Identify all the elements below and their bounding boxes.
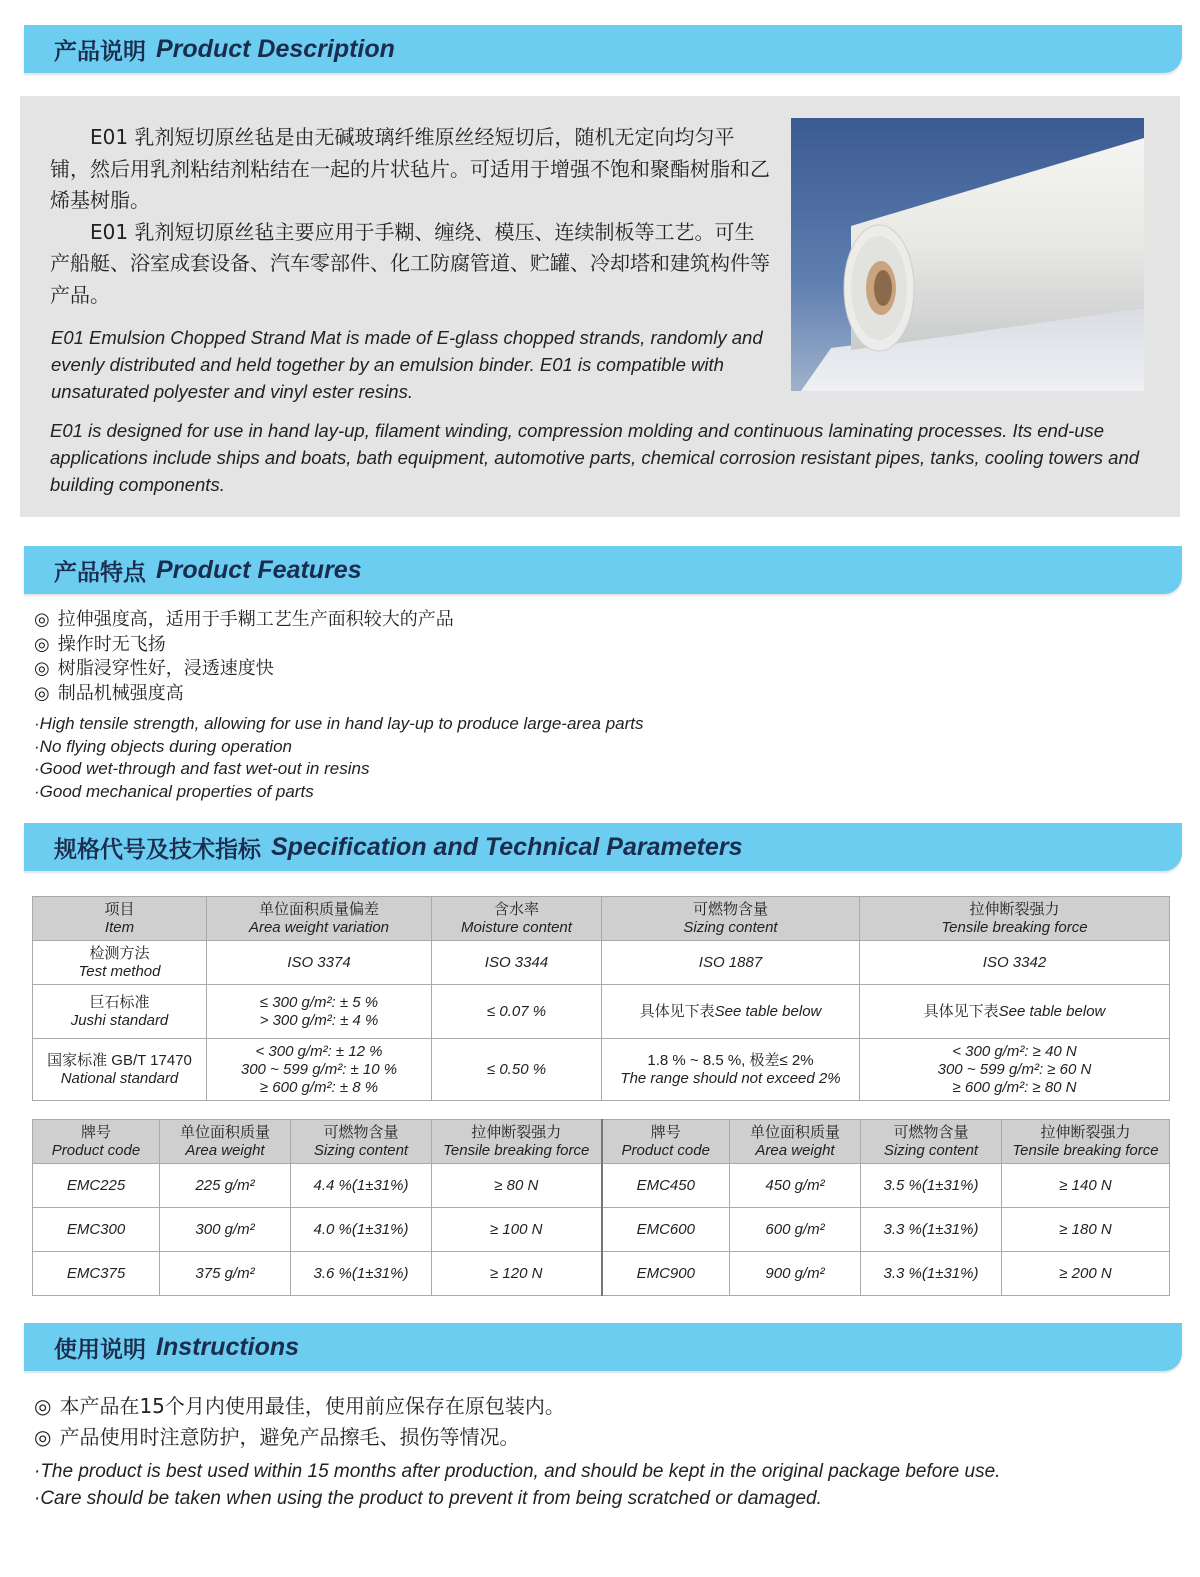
column-header: 单位面积质量偏差 Area weight variation (207, 897, 432, 941)
column-header: 单位面积质量 Area weight (730, 1120, 861, 1164)
section-header-description (24, 25, 1182, 73)
column-header: 拉伸断裂强力 Tensile breaking force (1002, 1120, 1170, 1164)
table-cell: ≥ 200 N (1002, 1252, 1170, 1296)
table-cell: ISO 3344 (432, 941, 602, 985)
description-zh-paragraph-2: E01 乳剂短切原丝毡主要应用于手糊、缠绕、模压、连续制板等工艺。可生产船艇、浴室成套设备、汽车零部件、化工防腐管道、贮罐、冷却塔和建筑构件等产品。 (50, 219, 770, 307)
section-title-zh: 产品特点 (54, 559, 146, 586)
section-title-en: Product Features (156, 555, 362, 584)
column-header: 可燃物含量 Sizing content (291, 1120, 432, 1164)
table-cell: 具体见下表See table below (860, 985, 1170, 1039)
table-cell: EMC375 (33, 1252, 160, 1296)
bullet-icon: ◎ (34, 683, 50, 705)
table-row (33, 985, 1170, 1039)
bullet-icon: ◎ (34, 658, 50, 680)
column-header: 拉伸断裂强力 Tensile breaking force (432, 1120, 602, 1164)
table-header-row (33, 1120, 1170, 1164)
table-cell: 450 g/m² (730, 1164, 861, 1208)
spec-table (32, 896, 1170, 1101)
features-zh-list (34, 608, 454, 707)
section-header-spec (24, 823, 1182, 871)
list-item (34, 682, 454, 707)
table-cell: 3.3 %(1±31%) (861, 1252, 1002, 1296)
product-roll-image (791, 118, 1144, 391)
table-cell: 600 g/m² (730, 1208, 861, 1252)
column-header: 可燃物含量 Sizing content (602, 897, 860, 941)
table-cell: < 300 g/m²: ≥ 40 N 300 ~ 599 g/m²: ≥ 60 N ≥ 600 g/m²: ≥ 80 N (860, 1039, 1170, 1101)
table-cell: < 300 g/m²: ± 12 % 300 ~ 599 g/m²: ± 10 % ≥ 600 g/m²: ± 8 % (207, 1039, 432, 1101)
features-en-list (34, 713, 644, 803)
table-cell: ISO 3342 (860, 941, 1170, 985)
row-label: 国家标准 GB/T 17470 National standard (33, 1039, 207, 1101)
table-row (33, 1252, 1170, 1296)
column-header: 可燃物含量 Sizing content (861, 1120, 1002, 1164)
instructions-zh-list (34, 1391, 565, 1453)
table-cell: EMC225 (33, 1164, 160, 1208)
table-header-row (33, 897, 1170, 941)
section-title-en: Instructions (156, 1332, 300, 1361)
feature-text: 操作时无飞扬 (57, 633, 166, 655)
table-cell: ≥ 80 N (432, 1164, 602, 1208)
section-title-zh: 使用说明 (54, 1336, 146, 1363)
bullet-icon: ◎ (34, 1394, 52, 1418)
table-cell: 300 g/m² (160, 1208, 291, 1252)
description-en-paragraph-1: E01 Emulsion Chopped Strand Mat is made of E-glass chopped strands, randomly and evenly distributed and held together by an emulsion binder. E01 is compatible with unsaturated polyester and vinyl ester resins. (51, 327, 763, 402)
list-item: ·No flying objects during operation (34, 736, 292, 756)
bullet-icon: ◎ (34, 609, 50, 630)
table-cell: EMC600 (602, 1208, 730, 1252)
column-header: 含水率 Moisture content (432, 897, 602, 941)
list-item: ·Good wet-through and fast wet-out in resins (34, 759, 370, 778)
feature-text: 树脂浸穿性好，浸透速度快 (57, 658, 274, 680)
instruction-text: 产品使用时注意防护，避免产品擦毛、损伤等情况。 (59, 1425, 520, 1449)
list-item (34, 1422, 565, 1453)
section-header-features (24, 546, 1182, 594)
table-cell: ≥ 120 N (432, 1252, 602, 1296)
table-cell: 4.4 %(1±31%) (291, 1164, 432, 1208)
table-cell: ISO 1887 (602, 941, 860, 985)
list-item: ·The product is best used within 15 months after production, and should be kept in the original package before use. (34, 1461, 1001, 1482)
list-item (34, 608, 454, 633)
table-cell: ≤ 0.07 % (432, 985, 602, 1039)
product-table (32, 1119, 1170, 1296)
table-cell: EMC300 (33, 1208, 160, 1252)
table-row (33, 1039, 1170, 1101)
list-item (34, 633, 454, 658)
section-title-zh: 产品说明 (54, 38, 146, 65)
table-cell: 4.0 %(1±31%) (291, 1208, 432, 1252)
row-label: 巨石标准 Jushi standard (33, 985, 207, 1039)
section-header-instructions (24, 1323, 1182, 1371)
table-cell: ≤ 0.50 % (432, 1039, 602, 1101)
column-header: 牌号 Product code (602, 1120, 730, 1164)
list-item: ·Care should be taken when using the product to prevent it from being scratched or damaged. (34, 1487, 822, 1509)
table-row (33, 1208, 1170, 1252)
table-cell: 3.6 %(1±31%) (291, 1252, 432, 1296)
table-row (33, 941, 1170, 985)
table-cell: 3.3 %(1±31%) (861, 1208, 1002, 1252)
table-cell: 225 g/m² (160, 1164, 291, 1208)
section-title-en: Product Description (156, 34, 395, 63)
table-cell: 1.8 % ~ 8.5 %, 极差≤ 2% The range should not exceed 2% (602, 1039, 860, 1101)
table-cell: ≥ 100 N (432, 1208, 602, 1252)
feature-text: 拉伸强度高，适用于手糊工艺生产面积较大的产品 (57, 609, 454, 630)
instruction-text: 本产品在15个月内使用最佳，使用前应保存在原包装内。 (59, 1394, 565, 1418)
table-cell: ISO 3374 (207, 941, 432, 985)
description-zh-paragraph-1: E01 乳剂短切原丝毡是由无碱玻璃纤维原丝经短切后，随机无定向均匀平铺，然后用乳剂粘结剂粘结在一起的片状毡片。可适用于增强不饱和聚酯树脂和乙烯基树脂。 (50, 125, 770, 212)
table-cell: 900 g/m² (730, 1252, 861, 1296)
list-item (34, 657, 454, 682)
list-item (34, 1391, 565, 1422)
section-title-zh: 规格代号及技术指标 (54, 836, 261, 863)
table-cell: EMC900 (602, 1252, 730, 1296)
description-zh (50, 122, 770, 311)
list-item: ·High tensile strength, allowing for use in hand lay-up to produce large-area parts (34, 714, 644, 733)
bullet-icon: ◎ (34, 1425, 52, 1449)
table-row (33, 1164, 1170, 1208)
instructions-en-list (34, 1459, 1000, 1512)
table-cell: 3.5 %(1±31%) (861, 1164, 1002, 1208)
table-cell: 375 g/m² (160, 1252, 291, 1296)
table-cell: 具体见下表See table below (602, 985, 860, 1039)
list-item: ·Good mechanical properties of parts (34, 781, 314, 801)
table-cell: ≥ 140 N (1002, 1164, 1170, 1208)
description-en-paragraph-2: E01 is designed for use in hand lay-up, filament winding, compression molding and continuous laminating processes. Its end-use applications include ships and boats, bath equipment, automotive parts, chemical corrosion resistant pipes, tanks, cooling towers and building components. (50, 420, 1140, 495)
table-cell: EMC450 (602, 1164, 730, 1208)
row-label: 检测方法 Test method (33, 941, 207, 985)
column-header: 项目 Item (33, 897, 207, 941)
bullet-icon: ◎ (34, 633, 50, 655)
feature-text: 制品机械强度高 (57, 683, 184, 705)
section-title-en: Specification and Technical Parameters (271, 832, 743, 861)
column-header: 单位面积质量 Area weight (160, 1120, 291, 1164)
column-header: 牌号 Product code (33, 1120, 160, 1164)
table-cell: ≤ 300 g/m²: ± 5 % > 300 g/m²: ± 4 % (207, 985, 432, 1039)
table-cell: ≥ 180 N (1002, 1208, 1170, 1252)
column-header: 拉伸断裂强力 Tensile breaking force (860, 897, 1170, 941)
